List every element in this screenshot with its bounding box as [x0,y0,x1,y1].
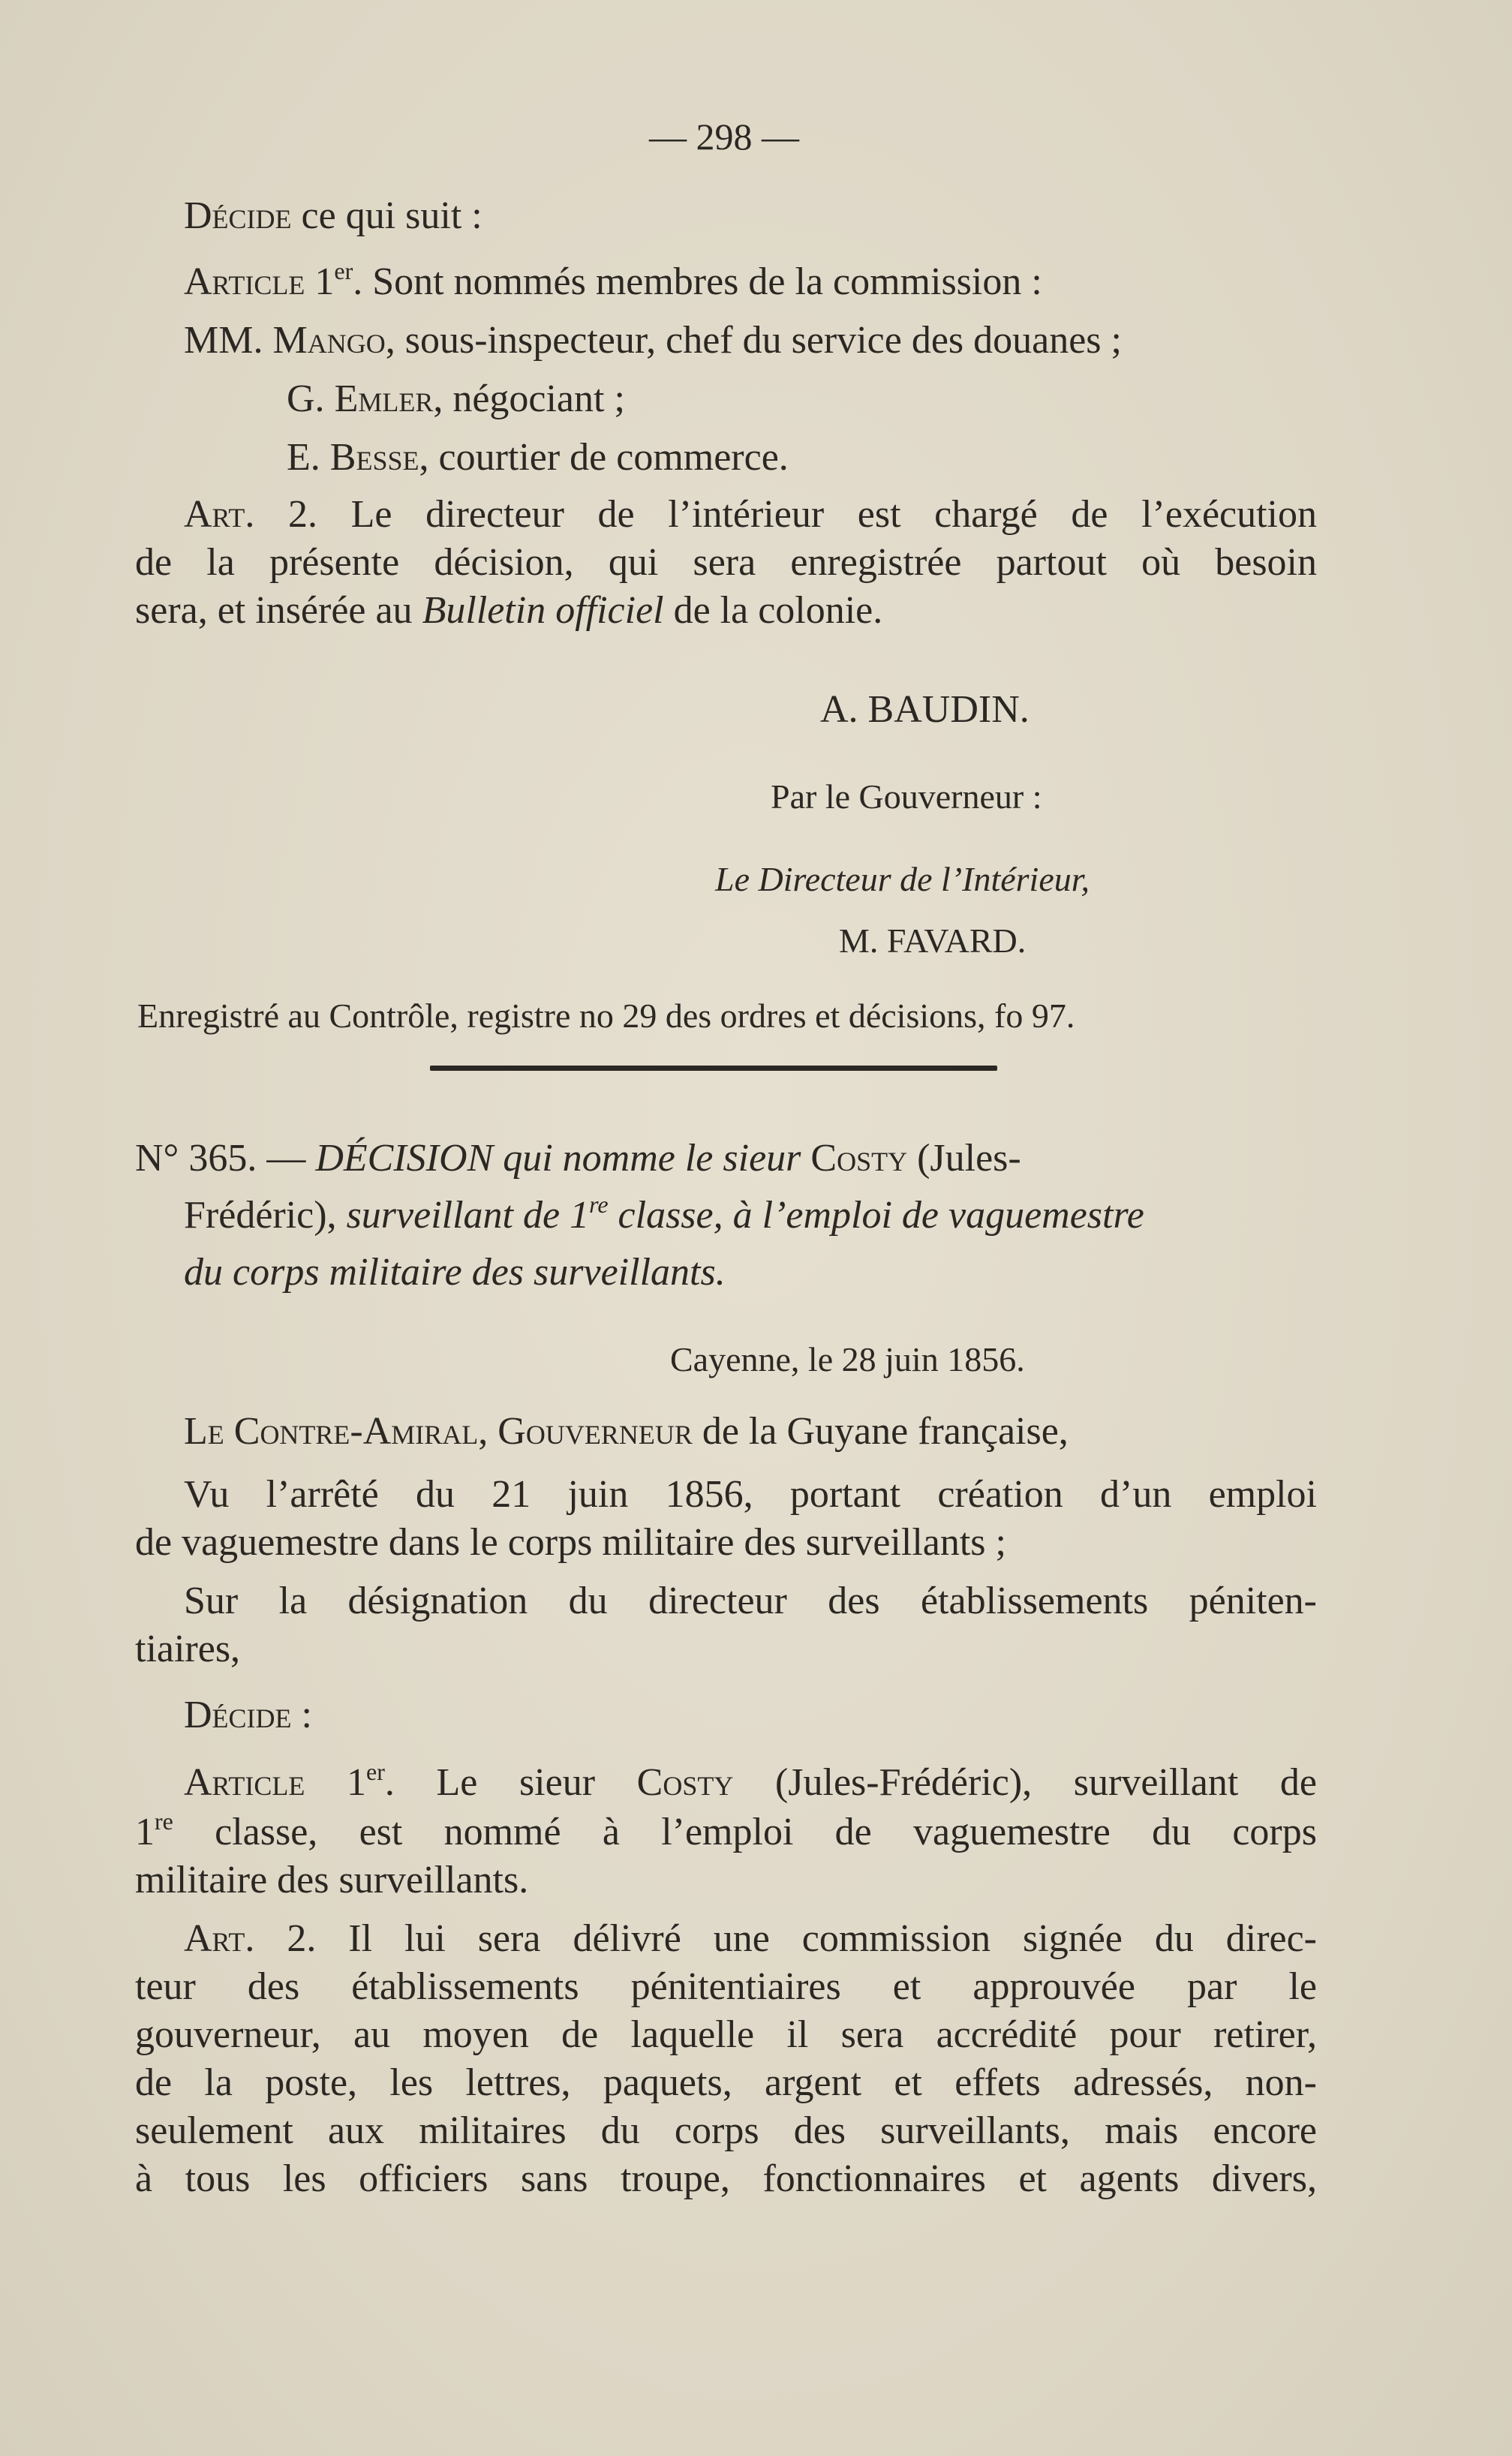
article-1-line-1 [184,1759,1317,1807]
article-1-line-3: militaire des surveillants. [135,1859,529,1901]
member-name: Mango [272,319,386,362]
article-keyword: Article [184,1761,305,1804]
art-2b-line-6: à tous les officiers sans troupe, fonctionnaires et agents divers, [135,2157,1317,2200]
article-1-text-a: . Le sieur [384,1761,637,1804]
registration-line: Enregistré au Contrôle, registre no 29 des ordres et décisions, fo 97. [137,997,1075,1035]
decision-heading-name: Costy [810,1137,908,1180]
governor-signature: A. BAUDIN. [820,688,1030,731]
art-2-text: 2. Le directeur de l’intérieur est chargé de l’exécution [254,493,1317,536]
vu-line-2: de vaguemestre dans le corps militaire des surveillants ; [135,1521,1006,1564]
member-role: , sous-inspecteur, chef du service des douanes ; [385,319,1122,362]
member-role: , courtier de commerce. [419,436,789,479]
member-name: Besse [329,436,419,479]
article-number: 1 [305,260,335,303]
member-name: Emler [334,377,434,420]
article-1-text-b: (Jules-Frédéric), surveillant de [733,1761,1317,1804]
member-line [184,317,1122,365]
art-2-line-2: de la présente décision, qui sera enregistrée partout où besoin [135,541,1317,584]
place-date: Cayenne, le 28 juin 1856. [670,1340,1025,1378]
par-le-gouverneur: Par le Gouverneur : [771,777,1042,816]
class-number: 1 [135,1811,155,1853]
directeur-name: M. FAVARD. [839,921,1027,960]
decision-heading-line-1 [135,1135,1021,1183]
decide-line [184,192,482,240]
preamble-line [184,1408,1069,1456]
art-keyword: Art. [184,1917,255,1960]
costy-name: Costy [636,1761,734,1804]
decide-keyword: Décide [184,194,292,237]
page-number: — 298 — [649,116,799,158]
decision-heading-italic: DÉCISION qui nomme le sieur [315,1137,811,1180]
article-number-sup: er [334,257,353,284]
decide-rest: ce qui suit : [291,194,482,237]
member-role: , négociant ; [433,377,625,420]
art-2b-line-2: teur des établissements pénitentiaires et approuvée par le [135,1965,1317,2008]
sur-line-2: tiaires, [135,1628,241,1670]
art-2-line-3 [135,587,882,635]
decision-heading-line-3: du corps militaire des surveillants. [184,1251,726,1294]
art-2b-text: 2. Il lui sera délivré une commission signée du direc- [254,1917,1317,1960]
contre-amiral: Le Contre-Amiral [184,1410,479,1453]
article-number-sup: er [366,1758,385,1785]
art-2b-line-1 [184,1915,1317,1963]
decision-heading-line-2 [184,1192,1144,1240]
bulletin-title: Bulletin officiel [422,589,664,632]
preamble-rest: de la Guyane française, [692,1410,1069,1453]
art-2-line-3-pre: sera, et insérée au [135,589,422,632]
preamble-sep: , [478,1410,498,1453]
decision-heading-given-names: (Jules- [907,1137,1021,1180]
member-title: MM. [184,319,273,362]
art-2-line-1 [184,491,1317,539]
member-initial: E. [287,436,330,479]
art-2-line-3-post: de la colonie. [663,589,883,632]
art-keyword: Art. [184,493,255,536]
decision-heading-frederic: Frédéric), [184,1194,347,1237]
section-divider [430,1066,997,1071]
article-1-line-2 [135,1808,1317,1856]
sur-line-1: Sur la désignation du directeur des établissements péniten- [184,1580,1317,1622]
article-number: 1 [305,1761,366,1804]
decision-heading-italic: classe, à l’emploi de vaguemestre [608,1194,1144,1237]
member-initial: G. [287,377,335,420]
decide-heading: Décide : [184,1694,312,1736]
class-number-sup: re [155,1808,173,1835]
art-2b-line-5: seulement aux militaires du corps des surveillants, mais encore [135,2109,1317,2152]
decision-number: N° 365. — [135,1137,316,1180]
article-1-line [184,258,1042,306]
decision-heading-sup: re [589,1191,609,1218]
art-2b-line-3: gouverneur, au moyen de laquelle il sera accrédité pour retirer, [135,2013,1317,2056]
member-line [287,375,625,423]
member-line [287,434,789,482]
article-1-text: . Sont nommés membres de la commission : [353,260,1042,303]
article-1-line-2-text: classe, est nommé à l’emploi de vaguemestre du corps [173,1811,1317,1853]
vu-line-1: Vu l’arrêté du 21 juin 1856, portant création d’un emploi [184,1473,1317,1516]
article-keyword: Article [184,260,305,303]
directeur-title: Le Directeur de l’Intérieur, [715,860,1090,898]
art-2b-line-4: de la poste, les lettres, paquets, argent et effets adressés, non- [135,2061,1317,2104]
decision-heading-italic: surveillant de 1 [346,1194,590,1237]
gouverneur: Gouverneur [497,1410,693,1453]
